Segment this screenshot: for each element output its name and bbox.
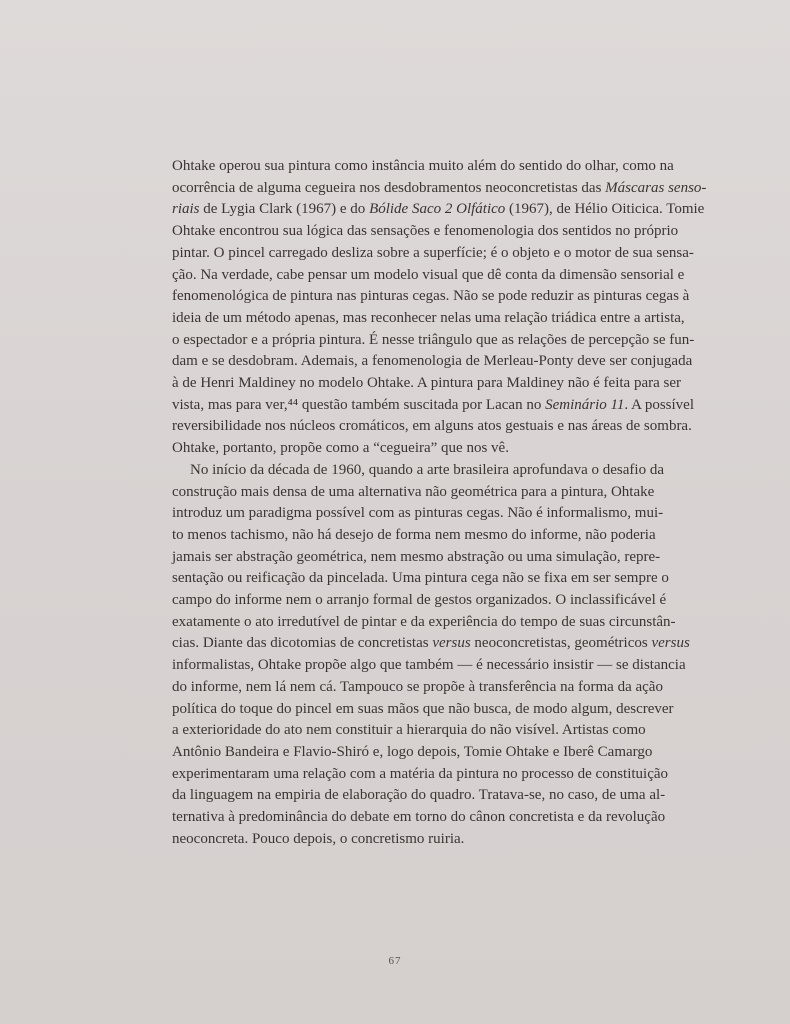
text-line: cias. Diante das dicotomias de concretistas versus neoconcretistas, geométricos versus [172, 635, 690, 652]
text-line: riais de Lygia Clark (1967) e do Bólide Saco 2 Olfático (1967), de Hélio Oiticica. Tomie [172, 201, 705, 218]
paragraph-1 [172, 156, 707, 460]
text-line: to menos tachismo, não há desejo de forma nem mesmo do informe, não poderia [172, 526, 656, 543]
text-line: dam e se desdobram. Ademais, a fenomenologia de Merleau-Ponty deve ser conjugada [172, 353, 693, 370]
text-line: jamais ser abstração geométrica, nem mesmo abstração ou uma simulação, repre- [172, 548, 661, 565]
paragraph-2 [172, 460, 690, 851]
italic-title: riais [172, 201, 200, 218]
text-line: No início da década de 1960, quando a arte brasileira aprofundava o desafio da [190, 461, 664, 478]
text-line: experimentaram uma relação com a matéria da pintura no processo de constituição [172, 765, 669, 782]
italic-title: versus [651, 635, 690, 652]
text-line: política do toque do pincel em suas mãos que não busca, de modo algum, descrever [172, 700, 674, 717]
text-line: pintar. O pincel carregado desliza sobre a superfície; é o objeto e o motor de sua sensa- [172, 244, 694, 261]
text-line: Antônio Bandeira e Flavio-Shiró e, logo depois, Tomie Ohtake e Iberê Camargo [172, 743, 653, 760]
text-line: neoconcreta. Pouco depois, o concretismo ruiria. [172, 830, 465, 847]
italic-title: Bólide Saco 2 Olfático [369, 201, 506, 218]
text-line: ternativa à predominância do debate em torno do cânon concretista e da revolução [172, 809, 666, 826]
text-line: informalistas, Ohtake propõe algo que também — é necessário insistir — se distancia [172, 657, 686, 674]
text-line: Ohtake encontrou sua lógica das sensações e fenomenologia dos sentidos no próprio [172, 223, 679, 240]
text-line: reversibilidade nos núcleos cromáticos, em alguns atos gestuais e nas áreas de sombra. [172, 418, 692, 435]
text-line: ção. Na verdade, cabe pensar um modelo visual que dê conta da dimensão sensorial e [172, 266, 685, 283]
text-line: fenomenológica de pintura nas pinturas cegas. Não se pode reduzir as pinturas cegas à [172, 288, 690, 305]
text-line: campo do informe nem o arranjo formal de gestos organizados. O inclassificável é [172, 592, 667, 609]
text-line: Ohtake operou sua pintura como instância muito além do sentido do olhar, como na [172, 158, 674, 174]
text-line: ocorrência de alguma cegueira nos desdobramentos neoconcretistas das Máscaras senso- [172, 179, 707, 196]
text-line: Ohtake, portanto, propõe como a “cegueira” que nos vê. [172, 440, 509, 457]
text-line: construção mais densa de uma alternativa não geométrica para a pintura, Ohtake [172, 483, 655, 500]
italic-title: Seminário 11 [545, 396, 625, 413]
text-line: da linguagem na empiria de elaboração do quadro. Tratava-se, no caso, de uma al- [172, 787, 666, 804]
page-number: 67 [388, 955, 402, 967]
text-line: vista, mas para ver,⁴⁴ questão também suscitada por Lacan no Seminário 11. A possível [172, 396, 694, 413]
text-line: introduz um paradigma possível com as pinturas cegas. Não é informalismo, mui- [172, 505, 664, 522]
text-line: exatamente o ato irredutível de pintar e da experiência do tempo de suas circunstân- [172, 613, 676, 630]
text-line: sentação ou reificação da pincelada. Uma pintura cega não se fixa em ser sempre o [172, 570, 669, 587]
italic-title: versus [432, 635, 471, 652]
text-line: a exterioridade do ato nem constituir a hierarquia do não visível. Artistas como [172, 722, 646, 739]
text-line: à de Henri Maldiney no modelo Ohtake. A pintura para Maldiney não é feita para ser [172, 375, 681, 392]
text-line: ideia de um método apenas, mas reconhecer nelas uma relação triádica entre a artista, [172, 309, 685, 326]
body-text [172, 156, 707, 851]
italic-title: Máscaras senso- [605, 179, 707, 196]
text-line: do informe, nem lá nem cá. Tampouco se propõe à transferência na forma da ação [172, 678, 663, 695]
text-line: o espectador e a própria pintura. É nesse triângulo que as relações de percepção se fun- [172, 331, 695, 348]
